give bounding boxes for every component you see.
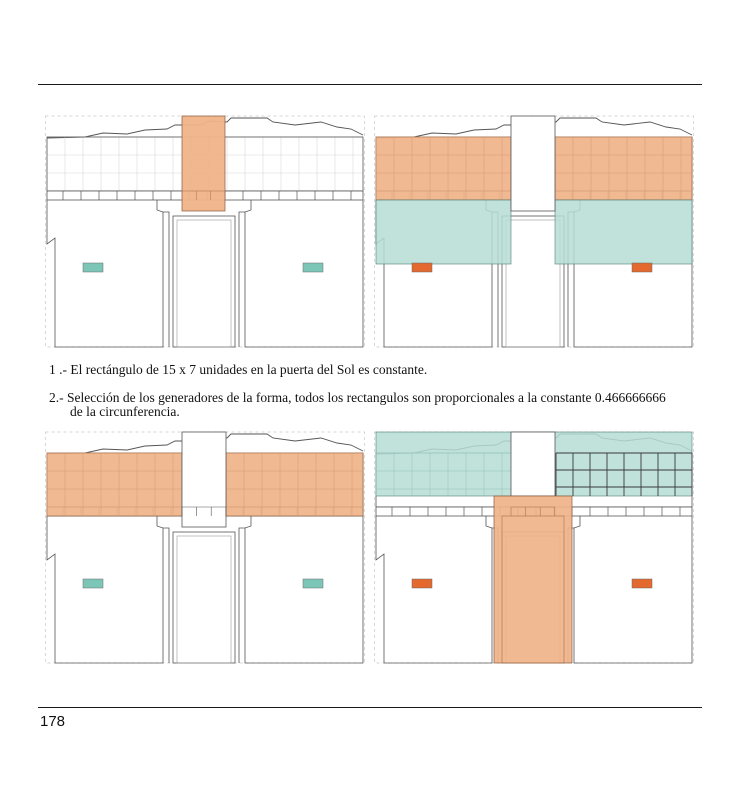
right-jamb: [239, 212, 245, 347]
marker-right: [632, 579, 652, 588]
caption-step-1: 1 .- El rectángulo de 15 x 7 unidades en la puerta del Sol es constante.: [49, 362, 428, 377]
central-block-outline: [511, 116, 555, 211]
left-wall: [47, 200, 163, 347]
right-jamb: [239, 528, 245, 663]
right-wall: [574, 516, 692, 663]
highlight-central-lower-band: [494, 496, 572, 663]
caption-step-2: 2.- Selección de los generadores de la forma, todos los rectangulos son proporcionales a la constante 0.466666666: [49, 390, 666, 405]
right-wall: [245, 200, 363, 347]
diagram-panel-1: [45, 112, 365, 352]
highlight-middle-right: [555, 200, 692, 264]
highlight-upper-left: [47, 453, 182, 516]
marker-right: [303, 263, 323, 272]
doorway: [173, 532, 235, 663]
highlight-upper-right: [555, 137, 692, 200]
page-number: 178: [40, 713, 66, 730]
bottom-rule: [38, 707, 702, 708]
central-block-outline: [511, 432, 555, 496]
marker-left: [412, 263, 432, 272]
doorway-inner: [177, 220, 231, 347]
highlight-upper-left: [376, 137, 511, 200]
highlight-middle-left: [376, 200, 511, 264]
marker-right: [632, 263, 652, 272]
marker-left: [83, 263, 103, 272]
doorway-inner: [177, 536, 231, 663]
right-wall: [245, 516, 363, 663]
marker-right: [303, 579, 323, 588]
caption-step-2-continued: de la circunferencia.: [70, 404, 180, 419]
marker-left: [83, 579, 103, 588]
highlight-central-band: [182, 116, 225, 211]
left-wall: [376, 516, 492, 663]
diagram-panel-4: [374, 428, 694, 668]
marker-left: [412, 579, 432, 588]
diagram-panel-3: [45, 428, 365, 668]
left-jamb: [163, 528, 169, 663]
doorway: [173, 216, 235, 347]
left-jamb: [163, 212, 169, 347]
doorway-inner: [506, 220, 560, 347]
left-wall: [47, 516, 163, 663]
top-rule: [38, 84, 702, 85]
central-block-outline: [182, 432, 226, 527]
diagram-panel-2: [374, 112, 694, 352]
highlight-upper-right: [226, 453, 363, 516]
